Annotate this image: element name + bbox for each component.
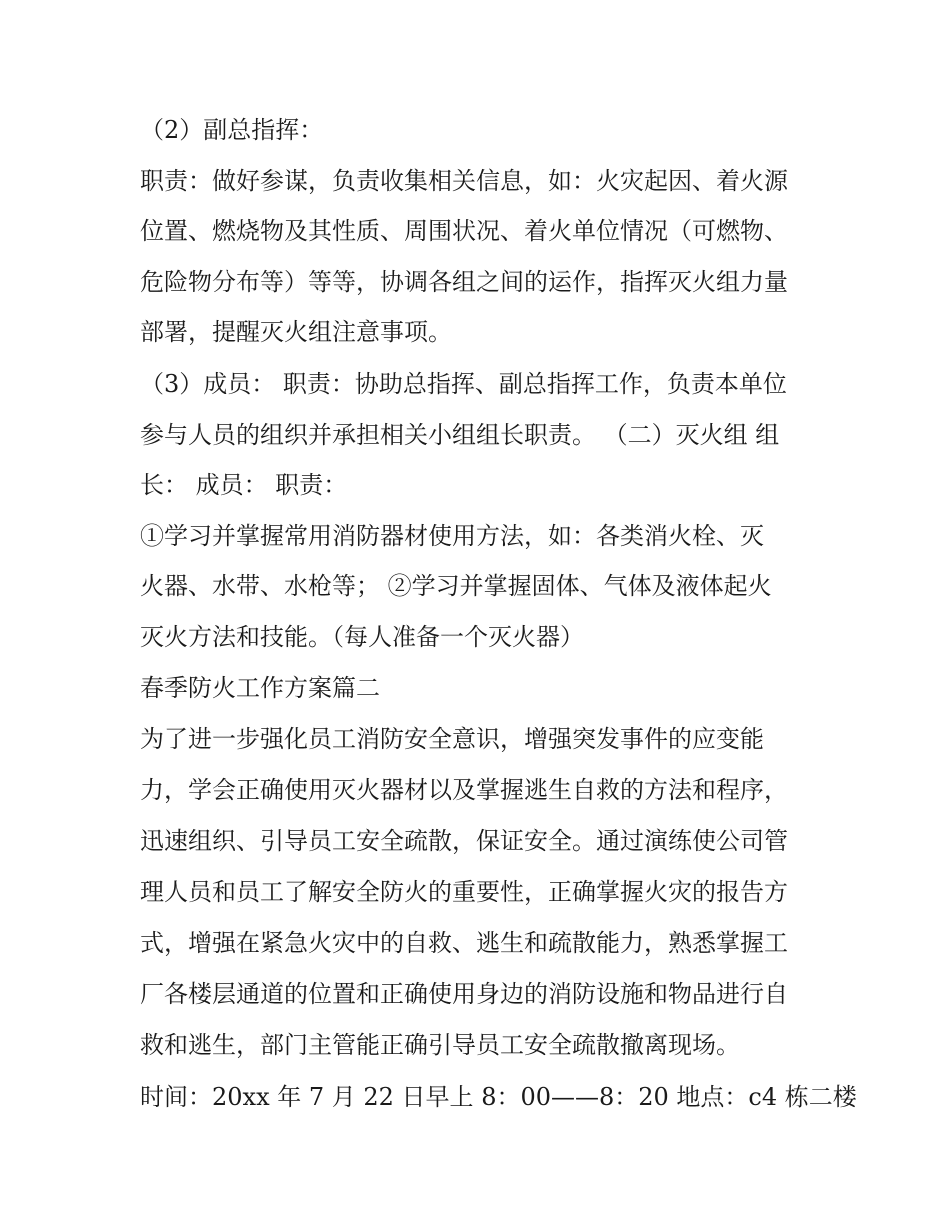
text-line: 长： 成员： 职责： xyxy=(140,471,348,499)
text-line: （2）副总指挥： xyxy=(140,116,324,144)
text-line: 危险物分布等）等等，协调各组之间的运作，指挥灭火组力量 xyxy=(140,268,788,296)
text-line: 迅速组织、引导员工安全疏散，保证安全。通过演练使公司管 xyxy=(140,827,788,855)
text-line: （3）成员： 职责：协助总指挥、副总指挥工作，负责本单位 xyxy=(140,370,787,398)
section-heading: 春季防火工作方案篇二 xyxy=(140,674,380,702)
text-line: 职责：做好参谋，负责收集相关信息，如：火灾起因、着火源 xyxy=(140,167,788,195)
text-line: 为了进一步强化员工消防安全意识，增强突发事件的应变能 xyxy=(140,725,764,753)
text-line: 时间：20xx 年 7 月 22 日早上 8：00——8：20 地点：c4 栋二楼 xyxy=(140,1083,857,1111)
text-line: 参与人员的组织并承担相关小组组长职责。 （二）灭火组 组 xyxy=(140,421,780,449)
text-line: 位置、燃烧物及其性质、周围状况、着火单位情况（可燃物、 xyxy=(140,217,788,245)
text-line: 式，增强在紧急火灾中的自救、逃生和疏散能力，熟悉掌握工 xyxy=(140,929,788,957)
text-line: 厂各楼层通道的位置和正确使用身边的消防设施和物品进行自 xyxy=(140,980,788,1008)
text-line: 部署，提醒灭火组注意事项。 xyxy=(140,318,452,346)
text-line: 灭火方法和技能。（每人准备一个灭火器） xyxy=(140,623,584,651)
text-line: 火器、水带、水枪等； ②学习并掌握固体、气体及液体起火 xyxy=(140,572,772,600)
text-line: 力，学会正确使用灭火器材以及掌握逃生自救的方法和程序， xyxy=(140,776,788,804)
text-line: 理人员和员工了解安全防火的重要性，正确掌握火灾的报告方 xyxy=(140,878,788,906)
text-line: ①学习并掌握常用消防器材使用方法，如：各类消火栓、灭 xyxy=(140,522,764,550)
text-line: 救和逃生，部门主管能正确引导员工安全疏散撤离现场。 xyxy=(140,1031,740,1059)
